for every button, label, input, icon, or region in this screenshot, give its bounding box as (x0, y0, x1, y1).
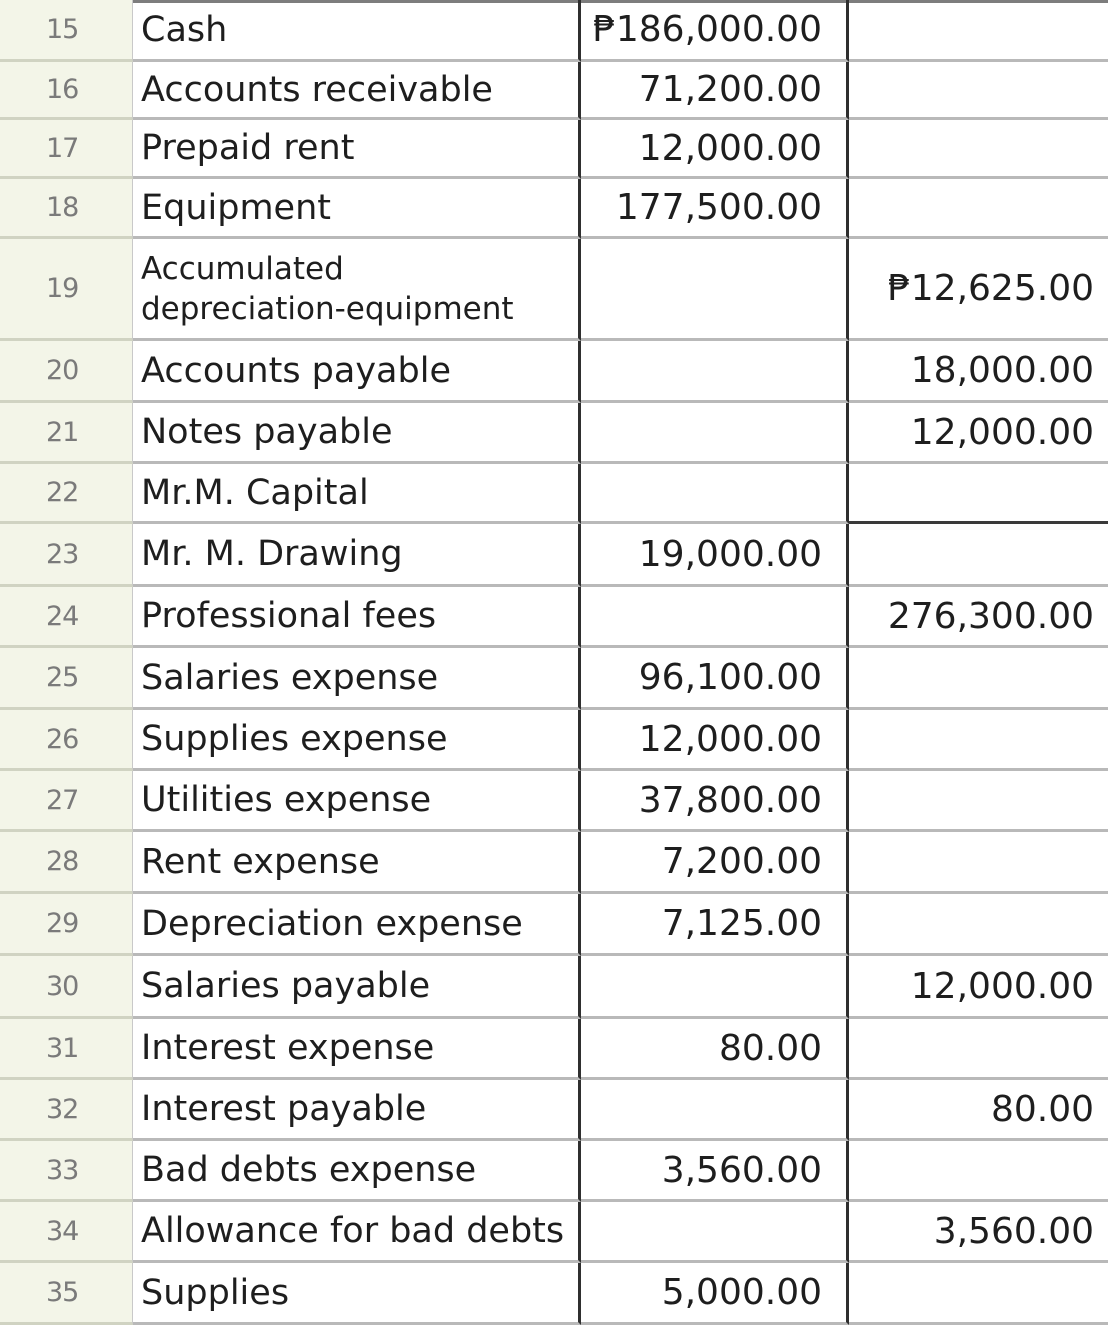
row-header[interactable]: 33 (0, 1141, 133, 1202)
account-line-2: depreciation-equipment (141, 290, 514, 327)
debit-cell[interactable]: 177,500.00 (581, 179, 849, 239)
row-header[interactable]: 16 (0, 62, 133, 120)
table-row (0, 832, 1108, 894)
table-row (0, 341, 1108, 403)
debit-cell[interactable] (581, 956, 849, 1019)
account-cell[interactable]: Supplies expense (133, 710, 581, 771)
table-row (0, 771, 1108, 832)
row-header[interactable]: 34 (0, 1202, 133, 1263)
debit-cell[interactable]: 19,000.00 (581, 524, 849, 587)
row-header[interactable]: 35 (0, 1263, 133, 1325)
account-cell[interactable]: Notes payable (133, 403, 581, 464)
debit-cell[interactable]: 7,200.00 (581, 832, 849, 894)
debit-cell[interactable] (581, 239, 849, 341)
credit-cell[interactable]: 80.00 (849, 1080, 1108, 1141)
account-cell[interactable]: Mr. M. Drawing (133, 524, 581, 587)
account-cell[interactable]: Equipment (133, 179, 581, 239)
credit-cell[interactable] (849, 524, 1108, 587)
row-header[interactable]: 31 (0, 1019, 133, 1080)
credit-cell[interactable] (849, 648, 1108, 710)
table-row (0, 1202, 1108, 1263)
debit-cell[interactable] (581, 464, 849, 524)
account-cell[interactable]: Prepaid rent (133, 120, 581, 179)
table-row (0, 587, 1108, 648)
table-row (0, 403, 1108, 464)
debit-cell[interactable]: ₱186,000.00 (581, 0, 849, 62)
table-row (0, 1263, 1108, 1325)
account-cell[interactable]: Rent expense (133, 832, 581, 894)
account-cell[interactable]: Allowance for bad debts (133, 1202, 581, 1263)
debit-cell[interactable]: 12,000.00 (581, 710, 849, 771)
credit-cell[interactable] (849, 894, 1108, 956)
debit-cell[interactable] (581, 1080, 849, 1141)
credit-cell[interactable] (849, 179, 1108, 239)
account-cell[interactable]: Accounts payable (133, 341, 581, 403)
table-row (0, 120, 1108, 179)
credit-cell[interactable] (849, 1263, 1108, 1325)
table-row (0, 710, 1108, 771)
debit-cell[interactable] (581, 341, 849, 403)
credit-cell[interactable]: 276,300.00 (849, 587, 1108, 648)
credit-cell[interactable] (849, 1019, 1108, 1080)
account-cell[interactable] (133, 239, 581, 341)
credit-cell[interactable] (849, 464, 1108, 524)
table-row (0, 894, 1108, 956)
row-header[interactable]: 23 (0, 524, 133, 587)
row-header[interactable]: 20 (0, 341, 133, 403)
account-cell[interactable]: Accounts receivable (133, 62, 581, 120)
credit-cell[interactable] (849, 0, 1108, 62)
account-cell[interactable]: Salaries payable (133, 956, 581, 1019)
credit-cell[interactable]: 12,000.00 (849, 956, 1108, 1019)
account-cell[interactable]: Salaries expense (133, 648, 581, 710)
debit-cell[interactable]: 7,125.00 (581, 894, 849, 956)
debit-cell[interactable] (581, 403, 849, 464)
credit-cell[interactable] (849, 832, 1108, 894)
credit-cell[interactable] (849, 120, 1108, 179)
account-cell[interactable]: Mr.M. Capital (133, 464, 581, 524)
credit-cell[interactable] (849, 710, 1108, 771)
row-header[interactable]: 15 (0, 0, 133, 62)
debit-cell[interactable]: 80.00 (581, 1019, 849, 1080)
row-header[interactable]: 26 (0, 710, 133, 771)
table-row (0, 524, 1108, 587)
account-cell[interactable]: Utilities expense (133, 771, 581, 832)
debit-cell[interactable] (581, 587, 849, 648)
account-cell[interactable]: Supplies (133, 1263, 581, 1325)
table-row (0, 648, 1108, 710)
row-header[interactable]: 27 (0, 771, 133, 832)
row-header[interactable]: 28 (0, 832, 133, 894)
table-row (0, 1141, 1108, 1202)
account-cell[interactable]: Interest payable (133, 1080, 581, 1141)
credit-cell[interactable] (849, 771, 1108, 832)
account-line-1: Accumulated (141, 250, 344, 287)
debit-cell[interactable]: 96,100.00 (581, 648, 849, 710)
row-header[interactable]: 30 (0, 956, 133, 1019)
debit-cell[interactable]: 5,000.00 (581, 1263, 849, 1325)
table-row (0, 0, 1108, 62)
debit-cell[interactable]: 37,800.00 (581, 771, 849, 832)
row-header[interactable]: 22 (0, 464, 133, 524)
table-row (0, 464, 1108, 524)
row-header[interactable]: 32 (0, 1080, 133, 1141)
table-row (0, 1019, 1108, 1080)
row-header[interactable]: 25 (0, 648, 133, 710)
account-cell[interactable]: Depreciation expense (133, 894, 581, 956)
debit-cell[interactable]: 3,560.00 (581, 1141, 849, 1202)
table-row (0, 956, 1108, 1019)
credit-cell[interactable] (849, 1141, 1108, 1202)
credit-cell[interactable]: 12,000.00 (849, 403, 1108, 464)
row-header[interactable]: 21 (0, 403, 133, 464)
debit-cell[interactable]: 12,000.00 (581, 120, 849, 179)
table-row (0, 179, 1108, 239)
debit-cell[interactable]: 71,200.00 (581, 62, 849, 120)
account-cell[interactable]: Interest expense (133, 1019, 581, 1080)
table-row (0, 62, 1108, 120)
table-row (0, 239, 1108, 341)
debit-cell[interactable] (581, 1202, 849, 1263)
credit-cell[interactable] (849, 62, 1108, 120)
account-cell[interactable]: Professional fees (133, 587, 581, 648)
account-cell[interactable]: Cash (133, 0, 581, 62)
credit-cell[interactable]: 18,000.00 (849, 341, 1108, 403)
row-header[interactable]: 29 (0, 894, 133, 956)
account-cell[interactable]: Bad debts expense (133, 1141, 581, 1202)
credit-cell[interactable]: 3,560.00 (849, 1202, 1108, 1263)
credit-cell[interactable]: ₱12,625.00 (849, 239, 1108, 341)
table-row (0, 1080, 1108, 1141)
row-header[interactable]: 17 (0, 120, 133, 179)
row-header[interactable]: 24 (0, 587, 133, 648)
row-header[interactable]: 18 (0, 179, 133, 239)
row-header[interactable]: 19 (0, 239, 133, 341)
